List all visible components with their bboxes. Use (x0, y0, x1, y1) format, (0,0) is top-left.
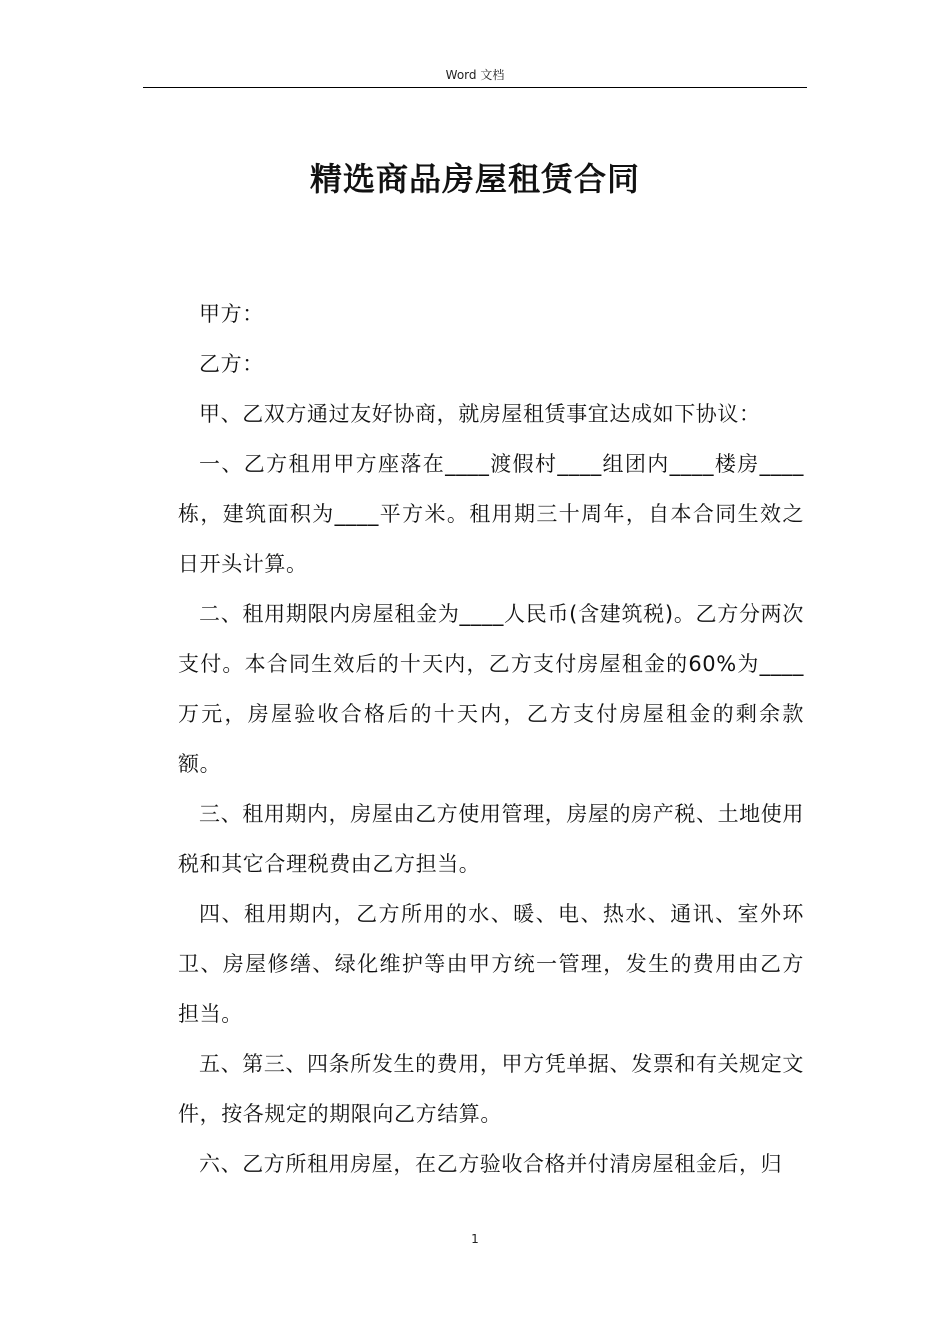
header-divider (143, 87, 807, 88)
paragraph-preamble: 甲、乙双方通过友好协商，就房屋租赁事宜达成如下协议： (199, 402, 761, 426)
paragraph-clause-1: 一、乙方租用甲方座落在____渡假村____组团内____楼房____栋，建筑面积为____平方米。租用期三十周年，自本合同生效之日开头计算。 (178, 452, 804, 576)
document-title: 精选商品房屋租赁合同 (309, 160, 640, 198)
paragraph-clause-6: 六、乙方所租用房屋，在乙方验收合格并付清房屋租金后，归 (199, 1152, 783, 1176)
paragraph-party-a: 甲方： (199, 302, 264, 326)
document-body (178, 289, 804, 1189)
paragraph-clause-3: 三、租用期内，房屋由乙方使用管理，房屋的房产税、土地使用税和其它合理税费由乙方担当。 (178, 802, 804, 876)
paragraph-party-b: 乙方： (199, 352, 264, 376)
page-header: Word 文档 (445, 68, 505, 82)
page-number: 1 (471, 1232, 479, 1246)
paragraph-clause-4: 四、租用期内，乙方所用的水、暖、电、热水、通讯、室外环卫、房屋修缮、绿化维护等由甲方统一管理，发生的费用由乙方担当。 (178, 902, 804, 1026)
paragraph-clause-5: 五、第三、四条所发生的费用，甲方凭单据、发票和有关规定文件，按各规定的期限向乙方结算。 (178, 1052, 804, 1126)
paragraph-clause-2: 二、租用期限内房屋租金为____人民币(含建筑税)。乙方分两次支付。本合同生效后的十天内，乙方支付房屋租金的60%为____万元，房屋验收合格后的十天内，乙方支付房屋租金的剩余款额。 (178, 602, 804, 776)
